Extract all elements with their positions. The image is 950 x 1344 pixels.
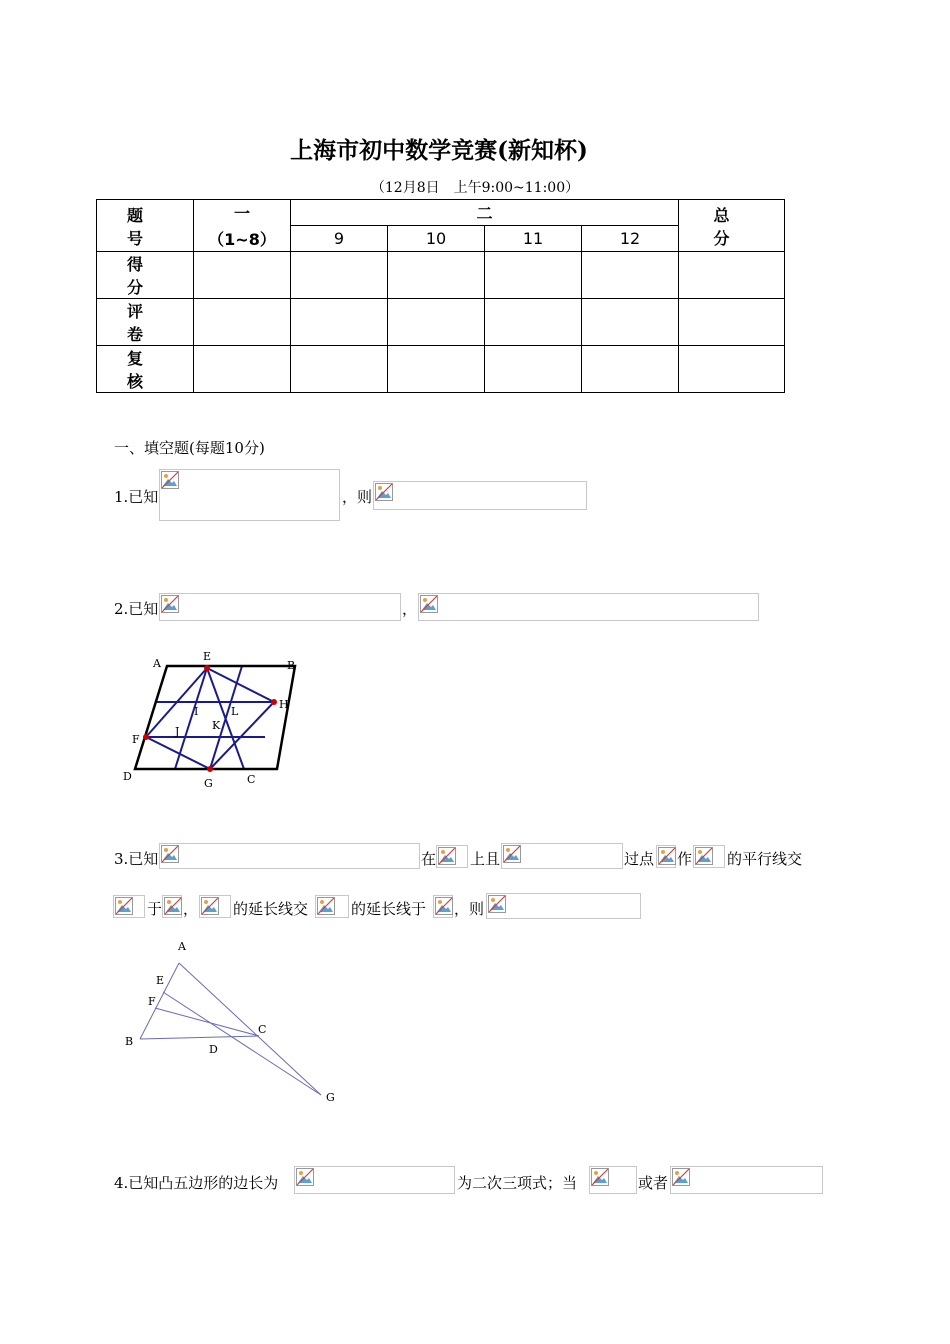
formula-image xyxy=(501,843,623,869)
header-part2: 二 xyxy=(291,200,679,226)
exam-time: （12月8日 上午9:00~11:00） xyxy=(370,180,580,196)
formula-image xyxy=(315,895,349,918)
broken-image-icon xyxy=(672,1168,690,1186)
broken-image-icon xyxy=(161,471,179,489)
label-f: F xyxy=(148,995,156,1008)
row-label-score: 得 分 xyxy=(97,252,194,299)
score-table xyxy=(96,199,785,393)
header-q9: 9 xyxy=(291,226,388,252)
formula-image xyxy=(436,845,468,868)
label-a: A xyxy=(178,940,186,953)
label-a: A xyxy=(153,657,161,670)
formula-image xyxy=(159,843,420,869)
formula-image xyxy=(113,895,145,918)
section-heading: 一、填空题(每题10分) xyxy=(114,439,265,457)
q3-l2-text-4: 的延长线于 xyxy=(351,900,427,918)
q3-l2-text-3: 的延长线交 xyxy=(233,900,309,918)
reviewer-cell[interactable] xyxy=(388,346,485,393)
triangle-figure xyxy=(120,936,345,1111)
score-cell[interactable] xyxy=(485,252,582,299)
grader-cell[interactable] xyxy=(194,299,291,346)
broken-image-icon xyxy=(488,895,506,913)
grader-cell[interactable] xyxy=(582,299,679,346)
broken-image-icon xyxy=(503,845,521,863)
broken-image-icon xyxy=(438,847,456,865)
q3-l2-text-5: ，则 xyxy=(454,900,485,918)
score-cell[interactable] xyxy=(388,252,485,299)
formula-image xyxy=(670,1166,823,1194)
q3-text-4: 作 xyxy=(677,850,693,868)
row-label-grader: 评 卷 xyxy=(97,299,194,346)
grader-cell[interactable] xyxy=(485,299,582,346)
label-b: B xyxy=(125,1035,134,1048)
formula-image xyxy=(693,845,725,868)
broken-image-icon xyxy=(658,847,676,865)
formula-image xyxy=(373,481,587,510)
reviewer-cell[interactable] xyxy=(582,346,679,393)
score-cell[interactable] xyxy=(291,252,388,299)
formula-image xyxy=(159,469,340,521)
q3-text-5: 的平行线交 xyxy=(727,850,803,868)
label-d: D xyxy=(209,1043,218,1056)
label-b: B xyxy=(287,659,296,672)
broken-image-icon xyxy=(317,897,335,915)
broken-image-icon xyxy=(161,595,179,613)
broken-image-icon xyxy=(375,483,393,501)
label-k: K xyxy=(212,719,221,732)
q3-l2-text-2: ， xyxy=(183,900,199,918)
broken-image-icon xyxy=(161,845,179,863)
q4-prefix: 4.已知凸五边形的边长为 xyxy=(114,1174,279,1192)
header-total: 总 分 xyxy=(679,200,785,252)
label-l: L xyxy=(231,705,239,718)
formula-image xyxy=(294,1166,455,1194)
broken-image-icon xyxy=(591,1168,609,1186)
label-f: F xyxy=(132,733,140,746)
broken-image-icon xyxy=(296,1168,314,1186)
q2-mid: ， xyxy=(402,600,418,618)
formula-image xyxy=(656,845,676,868)
score-cell[interactable] xyxy=(582,252,679,299)
header-part1-top: 一 xyxy=(194,200,291,226)
page-title: 上海市初中数学竞赛(新知杯) xyxy=(290,137,588,164)
formula-image xyxy=(486,893,641,919)
q1-prefix: 1.已知 xyxy=(114,488,159,506)
q3-text-1: 在 xyxy=(421,850,437,868)
broken-image-icon xyxy=(695,847,713,865)
broken-image-icon xyxy=(435,897,453,915)
grader-cell[interactable] xyxy=(388,299,485,346)
broken-image-icon xyxy=(164,897,182,915)
grader-cell[interactable] xyxy=(679,299,785,346)
formula-image xyxy=(418,593,759,621)
label-c: C xyxy=(247,773,256,786)
label-g: G xyxy=(326,1091,335,1104)
formula-image xyxy=(199,895,231,918)
formula-image xyxy=(433,895,453,918)
q3-prefix: 3.已知 xyxy=(114,850,159,868)
label-e: E xyxy=(156,974,165,987)
label-e: E xyxy=(203,650,212,663)
q3-text-2: 上且 xyxy=(470,850,501,868)
label-h: H xyxy=(279,698,289,711)
parallelogram-figure xyxy=(115,648,305,793)
reviewer-cell[interactable] xyxy=(485,346,582,393)
header-part1-bottom: （1~8） xyxy=(194,226,291,252)
q3-l2-text-1: 于 xyxy=(147,900,163,918)
label-d: D xyxy=(123,770,132,783)
reviewer-cell[interactable] xyxy=(679,346,785,393)
header-question-number: 题 号 xyxy=(97,200,194,252)
label-i: I xyxy=(194,705,199,718)
header-q11: 11 xyxy=(485,226,582,252)
broken-image-icon xyxy=(115,897,133,915)
label-c: C xyxy=(258,1023,267,1036)
formula-image xyxy=(589,1166,637,1194)
label-j: J xyxy=(175,725,180,738)
q1-mid: ，则 xyxy=(342,488,373,506)
row-label-reviewer: 复 核 xyxy=(97,346,194,393)
broken-image-icon xyxy=(201,897,219,915)
formula-image xyxy=(159,593,401,621)
q3-text-3: 过点 xyxy=(624,850,655,868)
formula-image xyxy=(162,895,182,918)
header-q12: 12 xyxy=(582,226,679,252)
score-cell[interactable] xyxy=(679,252,785,299)
header-q10: 10 xyxy=(388,226,485,252)
broken-image-icon xyxy=(420,595,438,613)
grader-cell[interactable] xyxy=(291,299,388,346)
score-cell[interactable] xyxy=(194,252,291,299)
q4-text-1: 为二次三项式；当 xyxy=(457,1174,578,1192)
reviewer-cell[interactable] xyxy=(291,346,388,393)
reviewer-cell[interactable] xyxy=(194,346,291,393)
label-g: G xyxy=(204,777,213,790)
q4-text-2: 或者 xyxy=(638,1174,669,1192)
q2-prefix: 2.已知 xyxy=(114,600,159,618)
